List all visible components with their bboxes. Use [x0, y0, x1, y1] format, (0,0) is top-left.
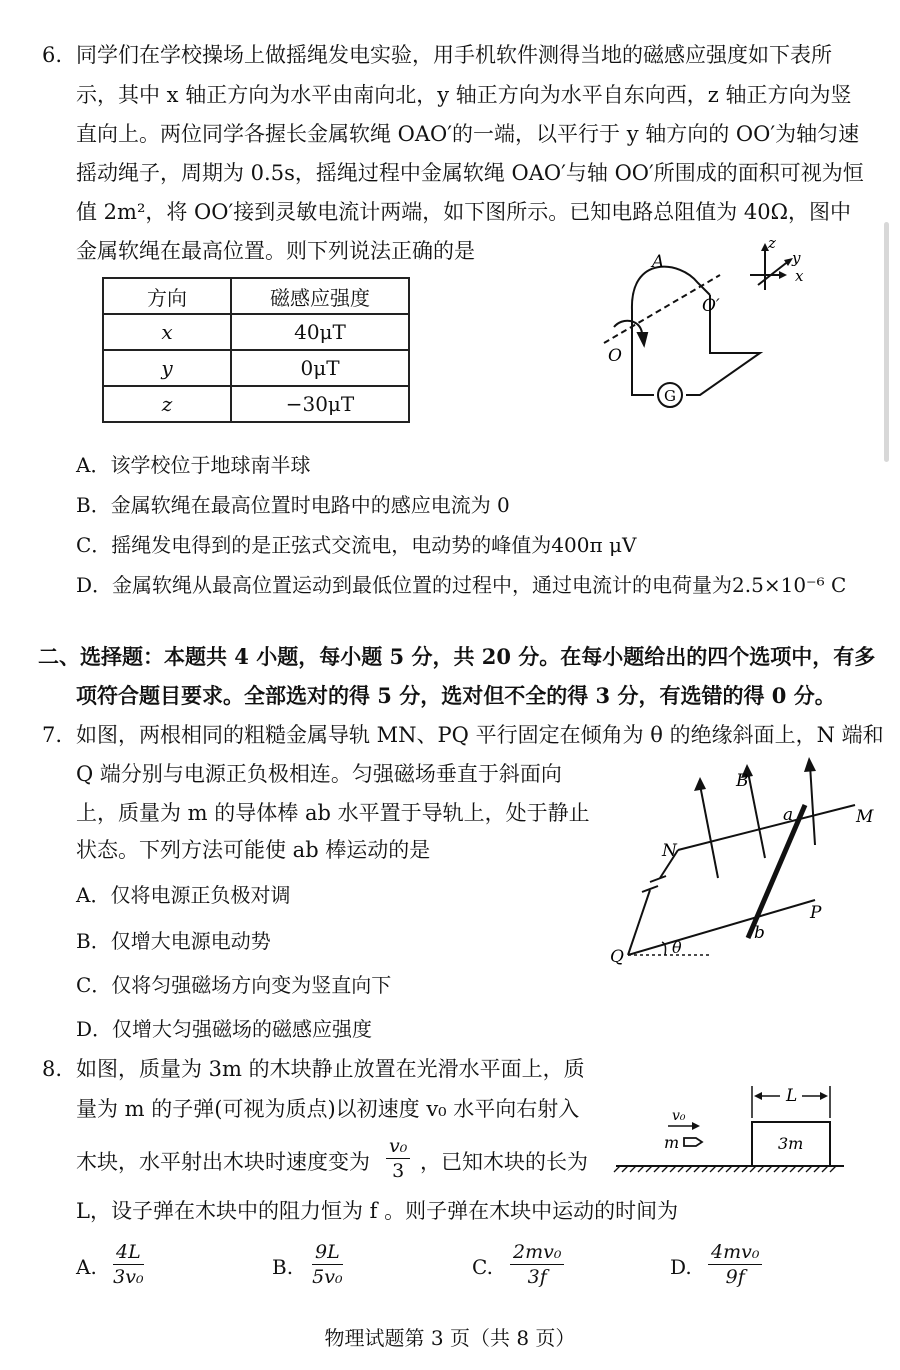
q6-line-4: 摇动绳子，周期为 0.5s，摇绳过程中金属软绳 OAO′与轴 OO′所围成的面积可视为恒	[76, 161, 864, 185]
q6-number: 6.	[42, 43, 63, 67]
magnetic-field-table	[102, 277, 410, 423]
q8-option-b-fraction	[312, 1240, 343, 1289]
q6-rope-circuit-figure	[600, 235, 830, 435]
q8-option-a-letter: A.	[76, 1255, 97, 1279]
q6-option-a: A．该学校位于地球南半球	[76, 453, 311, 477]
q7-option-d: D．仅增大匀强磁场的磁感应强度	[76, 1017, 373, 1041]
table-cell-direction: x	[103, 314, 231, 350]
q6-line-3: 直向上。两位同学各握长金属软绳 OAO′的一端，以平行于 y 轴方向的 OO′为轴匀速	[76, 122, 860, 146]
q6-line-1: 同学们在学校操场上做摇绳发电实验，用手机软件测得当地的磁感应强度如下表所	[76, 43, 832, 67]
q7-figure-label-Q: Q	[610, 947, 624, 967]
q7-line-3: 上，质量为 m 的导体棒 ab 水平置于导轨上，处于静止	[76, 801, 590, 825]
q8-line-3a: 木块，水平射出木块时速度变为	[76, 1150, 370, 1174]
table-row	[103, 386, 409, 422]
q8-option-b-numerator: 9L	[312, 1240, 343, 1265]
q6-figure-label-O-prime: O′	[702, 296, 720, 316]
q6-line-2: 示，其中 x 轴正方向为水平由南向北，y 轴正方向为水平自东向西，z 轴正方向为竖	[76, 83, 852, 107]
q8-option-d-numerator: 4mv₀	[708, 1240, 762, 1265]
q7-number: 7.	[42, 723, 63, 747]
q8-option-c-denominator: 3f	[527, 1266, 547, 1288]
q7-figure-label-theta: θ	[672, 938, 682, 957]
q8-option-d-letter: D.	[670, 1255, 692, 1279]
table-cell-value: −30μT	[231, 386, 409, 422]
q7-figure-label-M: M	[856, 807, 874, 827]
table-header-direction: 方向	[103, 278, 231, 314]
q6-axis-label-y: y	[792, 249, 801, 267]
q8-option-a-numerator: 4L	[113, 1240, 144, 1265]
q6-option-d: D．金属软绳从最高位置运动到最低位置的过程中，通过电流计的电荷量为2.5×10⁻⁶ C	[76, 573, 847, 597]
q8-line-2: 量为 m 的子弹(可视为质点)以初速度 v₀ 水平向右射入	[76, 1097, 580, 1121]
table-cell-value: 0μT	[231, 350, 409, 386]
q8-option-b-denominator: 5v₀	[312, 1266, 343, 1288]
q8-option-c-letter: C.	[472, 1255, 493, 1279]
q6-line-5: 值 2m²，将 OO′接到灵敏电流计两端，如下图所示。已知电路总阻值为 40Ω，图中	[76, 200, 852, 224]
q7-option-b: B．仅增大电源电动势	[76, 929, 271, 953]
q6-figure-label-O: O	[608, 346, 622, 366]
q7-figure-label-P: P	[810, 903, 822, 923]
q7-line-2: Q 端分别与电源正负极相连。匀强磁场垂直于斜面向	[76, 762, 562, 786]
q7-option-a: A．仅将电源正负极对调	[76, 883, 291, 907]
q8-line-4: L，设子弹在木块中的阻力恒为 f 。则子弹在木块中运动的时间为	[76, 1199, 679, 1223]
q8-figure-label-bullet: m	[664, 1133, 680, 1152]
q6-line-6: 金属软绳在最高位置。则下列说法正确的是	[76, 239, 475, 263]
q8-exit-speed-numerator: v₀	[386, 1134, 410, 1159]
scrollbar[interactable]	[884, 222, 889, 462]
q6-option-c: C．摇绳发电得到的是正弦式交流电，电动势的峰值为400π μV	[76, 533, 637, 557]
q8-line-1: 如图，质量为 3m 的木块静止放置在光滑水平面上，质	[76, 1057, 585, 1081]
q8-exit-speed-fraction	[386, 1134, 410, 1183]
page-footer: 物理试题第 3 页（共 8 页）	[324, 1326, 576, 1350]
q7-figure-label-N: N	[662, 841, 677, 861]
q8-number: 8.	[42, 1057, 63, 1081]
table-row	[103, 350, 409, 386]
table-header-row	[103, 278, 409, 314]
q7-figure-label-a: a	[783, 805, 794, 825]
table-row	[103, 314, 409, 350]
q7-figure-label-b: b	[754, 923, 765, 943]
q8-figure-label-L: L	[786, 1086, 798, 1106]
section-2-heading-line-1: 二、选择题：本题共 4 小题，每小题 5 分，共 20 分。在每小题给出的四个选项中，有多	[38, 644, 876, 669]
q6-figure-label-G: G	[664, 387, 676, 405]
q8-option-d-fraction	[708, 1240, 762, 1289]
q8-option-a-fraction	[113, 1240, 144, 1289]
q8-option-c-numerator: 2mv₀	[510, 1240, 564, 1265]
q8-bullet-block-figure	[612, 1082, 852, 1172]
q8-option-c-fraction	[510, 1240, 564, 1289]
table-cell-value: 40μT	[231, 314, 409, 350]
q6-figure-label-A: A	[652, 252, 665, 272]
q8-option-b-letter: B.	[272, 1255, 294, 1279]
q7-rails-figure	[600, 760, 890, 970]
table-cell-direction: z	[103, 386, 231, 422]
q7-line-1: 如图，两根相同的粗糙金属导轨 MN、PQ 平行固定在倾角为 θ 的绝缘斜面上，N 端和	[76, 723, 884, 747]
q8-figure-label-v0: v₀	[672, 1108, 686, 1124]
q7-line-4: 状态。下列方法可能使 ab 棒运动的是	[76, 838, 431, 862]
q6-option-b: B．金属软绳在最高位置时电路中的感应电流为 0	[76, 493, 510, 517]
q6-axis-label-z: z	[768, 234, 776, 252]
section-2-heading-line-2: 项符合题目要求。全部选对的得 5 分，选对但不全的得 3 分，有选错的得 0 分。	[76, 683, 836, 708]
q8-exit-speed-denominator: 3	[392, 1160, 405, 1182]
q8-option-d-denominator: 9f	[725, 1266, 745, 1288]
table-header-field: 磁感应强度	[231, 278, 409, 314]
table-cell-direction: y	[103, 350, 231, 386]
q7-option-c: C．仅将匀强磁场方向变为竖直向下	[76, 973, 392, 997]
q7-figure-label-B: B	[736, 771, 749, 791]
q8-option-a-denominator: 3v₀	[113, 1266, 144, 1288]
q8-figure-label-block: 3m	[778, 1134, 804, 1153]
q8-line-3b: ，已知木块的长为	[420, 1150, 588, 1174]
q6-axis-label-x: x	[795, 267, 804, 285]
